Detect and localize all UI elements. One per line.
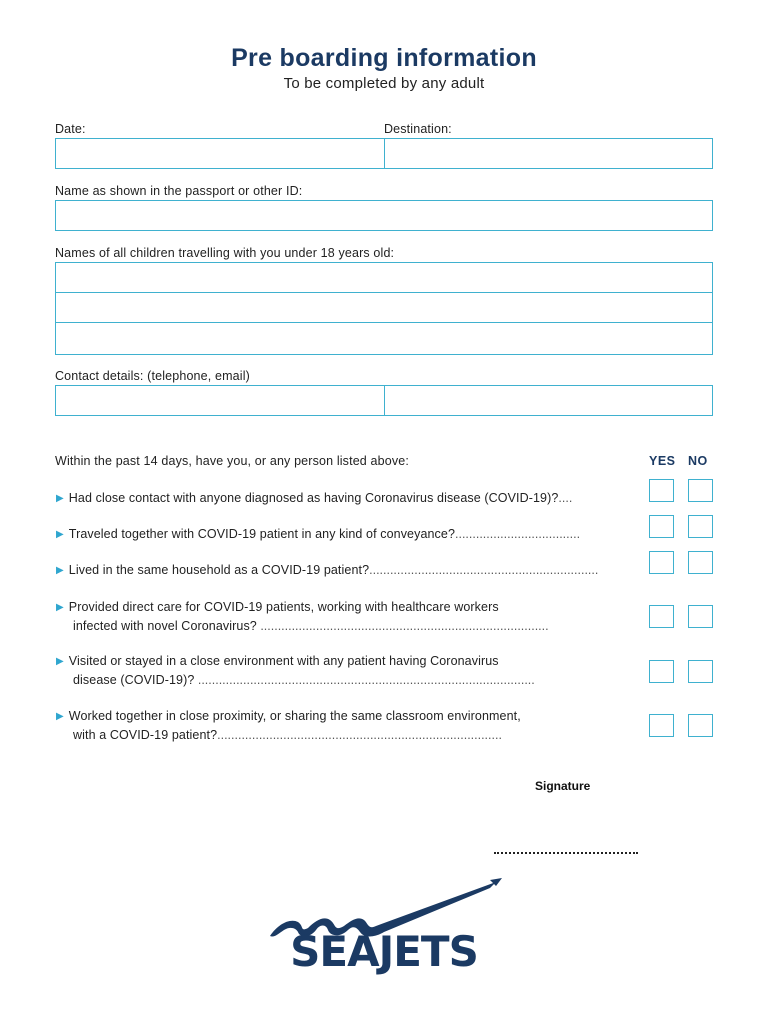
question-text: Worked together in close proximity, or sharing the same classroom environment, [68,709,521,723]
signature-line[interactable] [494,852,638,854]
contact-fields [55,385,713,416]
question-4 [56,598,646,635]
children-label: Names of all children travelling with you under 18 years old: [55,246,395,260]
arrow-icon: ▶ [56,602,64,613]
q4-no-checkbox[interactable] [688,605,713,628]
name-field[interactable] [55,200,713,231]
logo-wordmark: SEAJETS [290,927,478,976]
q1-no-checkbox[interactable] [688,479,713,502]
destination-label: Destination: [384,122,452,136]
arrow-icon: ▶ [56,656,64,667]
date-destination-fields [55,138,713,169]
date-label: Date: [55,122,86,136]
q2-yes-checkbox[interactable] [649,515,674,538]
child-field-2[interactable] [56,293,712,323]
question-text-cont: disease (COVID-19)? [73,673,195,687]
q5-yes-checkbox[interactable] [649,660,674,683]
dotted-leader: .................................................................................. [217,728,502,742]
contact-label: Contact details: (telephone, email) [55,369,250,383]
page-subtitle: To be completed by any adult [283,75,485,92]
question-text-cont: infected with novel Coronavirus? [73,619,257,633]
q4-yes-checkbox[interactable] [649,605,674,628]
q3-no-checkbox[interactable] [688,551,713,574]
question-text: Provided direct care for COVID-19 patients, working with healthcare workers [68,600,499,614]
q6-yes-checkbox[interactable] [649,714,674,737]
no-header: NO [688,454,708,468]
children-fields [55,262,713,355]
email-field[interactable] [384,386,713,415]
dotted-leader: ................................................................................... [256,619,549,633]
q3-yes-checkbox[interactable] [649,551,674,574]
q2-no-checkbox[interactable] [688,515,713,538]
question-text: Visited or stayed in a close environment with any patient having Coronavirus [68,654,499,668]
dotted-leader: ................................................................................................. [194,673,535,687]
dotted-leader: .... [558,491,573,505]
yes-header: YES [649,454,676,468]
question-1 [56,489,646,508]
telephone-field[interactable] [56,386,384,415]
child-field-1[interactable] [56,263,712,293]
page-title: Pre boarding information [231,44,537,72]
name-label: Name as shown in the passport or other ID: [55,184,303,198]
signature-label: Signature [535,779,591,793]
seajets-logo [264,876,504,976]
question-text: Lived in the same household as a COVID-19 patient? [68,563,370,577]
arrow-icon: ▶ [56,529,64,540]
destination-field[interactable] [384,139,713,168]
q5-no-checkbox[interactable] [688,660,713,683]
question-3 [56,561,646,580]
question-text-cont: with a COVID-19 patient? [73,728,218,742]
question-text: Traveled together with COVID-19 patient in any kind of conveyance? [68,527,456,541]
question-2 [56,525,646,544]
arrow-icon: ▶ [56,565,64,576]
question-text: Had close contact with anyone diagnosed as having Coronavirus disease (COVID-19)? [68,491,559,505]
dotted-leader: .................................... [455,527,581,541]
dotted-leader: .................................................................. [369,563,599,577]
q1-yes-checkbox[interactable] [649,479,674,502]
date-field[interactable] [56,139,384,168]
question-6 [56,707,646,744]
question-5 [56,652,646,689]
arrow-icon: ▶ [56,711,64,722]
q6-no-checkbox[interactable] [688,714,713,737]
child-field-3[interactable] [56,323,712,353]
questionnaire-intro: Within the past 14 days, have you, or any person listed above: [55,454,409,468]
arrow-icon: ▶ [56,493,64,504]
